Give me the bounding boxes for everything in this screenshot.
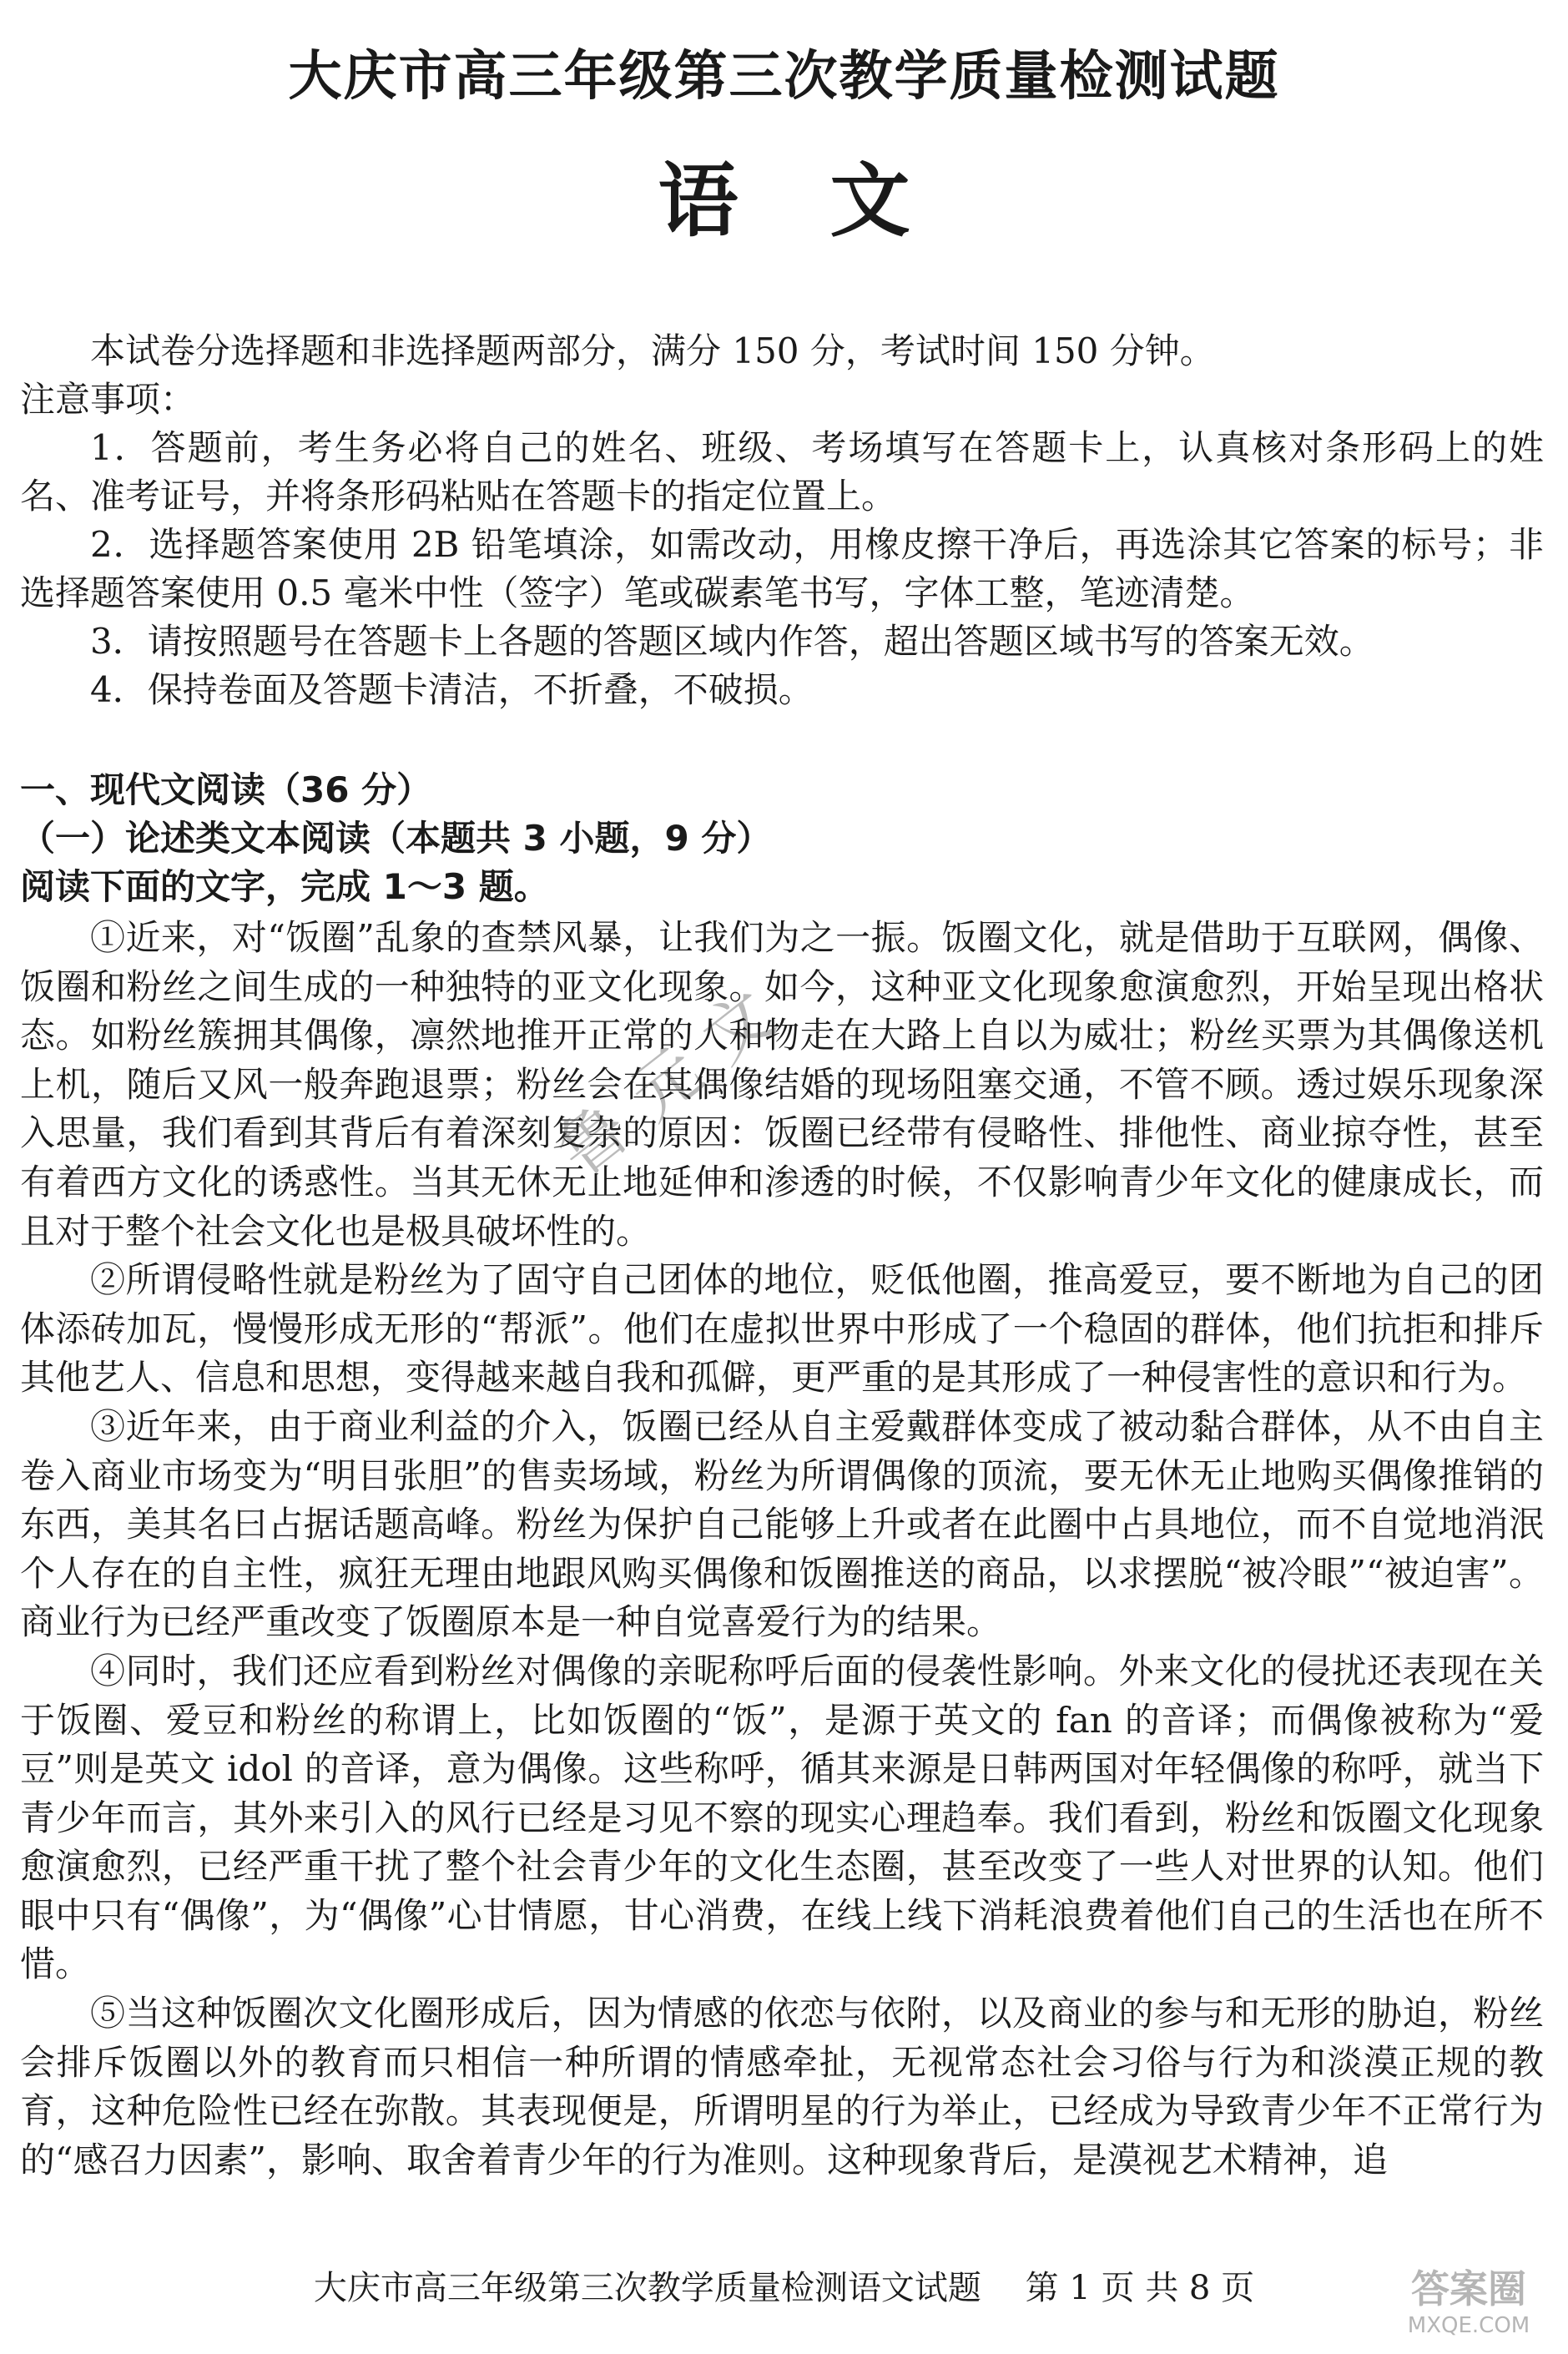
passage-paragraph: ③近年来，由于商业利益的介入，饭圈已经从自主爱戴群体变成了被动黏合群体，从不由自主卷入商业市场变为“明目张胆”的售卖场域，粉丝为所谓偶像的顶流，要无休无止地购买偶像推销的东西，美其名曰占据话题高峰。粉丝为保护自己能够上升或者在此圈中占具地位，而不自觉地消泯个人存在的自主性，疯狂无理由地跟风购买偶像和饭圈推送的商品，以求摆脱“被冷眼”“被迫害”。商业行为已经严重改变了饭圈原本是一种自觉喜爱行为的结果。 xyxy=(20,1405,1544,1643)
exam-summary: 本试卷分选择题和非选择题两部分，满分 150 分，考试时间 150 分钟。 xyxy=(90,330,1215,371)
page-footer xyxy=(0,2261,1568,2309)
footer-title: 大庆市高三年级第三次教学质量检测语文试题 xyxy=(313,2269,981,2307)
passage-paragraph: ②所谓侵略性就是粉丝为了固守自己团体的地位，贬低他圈，推高爱豆，要不断地为自己的团体添砖加瓦，慢慢形成无形的“帮派”。他们在虚拟世界中形成了一个稳固的群体，他们抗拒和排斥其他艺人、信息和思想，变得越来越自我和孤僻，更严重的是其形成了一种侵害性的意识和行为。 xyxy=(20,1259,1544,1399)
reading-passage xyxy=(20,914,1544,2185)
exam-instructions xyxy=(20,327,1544,714)
notice-item: 1．答题前，考生务必将自己的姓名、班级、考场填写在答题卡上，认真核对条形码上的姓名、准考证号，并将条形码粘贴在答题卡的指定位置上。 xyxy=(20,427,1544,517)
notice-heading: 注意事项： xyxy=(20,379,196,420)
subject-title: 语文 xyxy=(658,154,1002,248)
section-heading: 一、现代文阅读（36 分） xyxy=(20,769,432,810)
passage-paragraph: ④同时，我们还应看到粉丝对偶像的亲昵称呼后面的侵袭性影响。外来文化的侵扰还表现在关于饭圈、爱豆和粉丝的称谓上，比如饭圈的“饭”，是源于英文的 fan 的音译；而偶像被称为“爱豆”则是英文 idol 的音译，意为偶像。这些称呼，循其来源是日韩两国对年轻偶像的称呼，就当下青少年而言，其外来引入的风行已经是习见不察的现实心理趋奉。我们看到，粉丝和饭圈文化现象愈演愈烈，已经严重干扰了整个社会青少年的文化生态圈，甚至改变了一些人对世界的认知。他们眼中只有“偶像”，为“偶像”心甘情愿，甘心消费，在线上线下消耗浪费着他们自己的生活也在所不惜。 xyxy=(20,1650,1544,1985)
footer-page-info: 第 1 页 共 8 页 xyxy=(1025,2269,1255,2307)
logo-url: MXQE.COM xyxy=(1407,2313,1530,2338)
logo-name: 答案圈 xyxy=(1411,2266,1526,2311)
section-subheading: （一）论述类文本阅读（本题共 3 小题，9 分） xyxy=(20,818,772,859)
passage-paragraph: ⑤当这种饭圈次文化圈形成后，因为情感的依恋与依附，以及商业的参与和无形的胁迫，粉丝会排斥饭圈以外的教育而只相信一种所谓的情感牵扯，无视常态社会习俗与行为和淡漠正规的教育，这种危险性已经在弥散。其表现便是，所谓明星的行为举止，已经成为导致青少年不正常行为的“感召力因素”，影响、取舍着青少年的行为准则。这种现象背后，是漠视艺术精神，追 xyxy=(20,1993,1544,2180)
site-logo xyxy=(1385,2266,1552,2349)
exam-title: 大庆市高三年级第三次教学质量检测试题 xyxy=(288,45,1280,108)
watermark: 鲁元文 xyxy=(543,960,809,1192)
notice-item: 2．选择题答案使用 2B 铅笔填涂，如需改动，用橡皮擦干净后，再选涂其它答案的标号；非选择题答案使用 0.5 毫米中性（签字）笔或碳素笔书写，字体工整，笔迹清楚。 xyxy=(20,524,1544,613)
notice-item: 3．请按照题号在答题卡上各题的答题区域内作答，超出答题区域书写的答案无效。 xyxy=(90,621,1374,662)
passage-paragraph: ①近来，对“饭圈”乱象的查禁风暴，让我们为之一振。饭圈文化，就是借助于互联网，偶像、饭圈和粉丝之间生成的一种独特的亚文化现象。如今，这种亚文化现象愈演愈烈，开始呈现出格状态。如粉丝簇拥其偶像，凛然地推开正常的人和物走在大路上自以为威壮；粉丝买票为其偶像送机上机，随后又风一般奔跑退票；粉丝会在其偶像结婚的现场阻塞交通，不管不顾。透过娱乐现象深入思量，我们看到其背后有着深刻复杂的原因：饭圈已经带有侵略性、排他性、商业掠夺性，甚至有着西方文化的诱惑性。当其无休无止地延伸和渗透的时候，不仅影响青少年文化的健康成长，而且对于整个社会文化也是极具破坏性的。 xyxy=(20,917,1544,1252)
reading-instruction: 阅读下面的文字，完成 1～3 题。 xyxy=(20,866,549,907)
notice-item: 4．保持卷面及答题卡清洁，不折叠，不破损。 xyxy=(90,669,814,710)
